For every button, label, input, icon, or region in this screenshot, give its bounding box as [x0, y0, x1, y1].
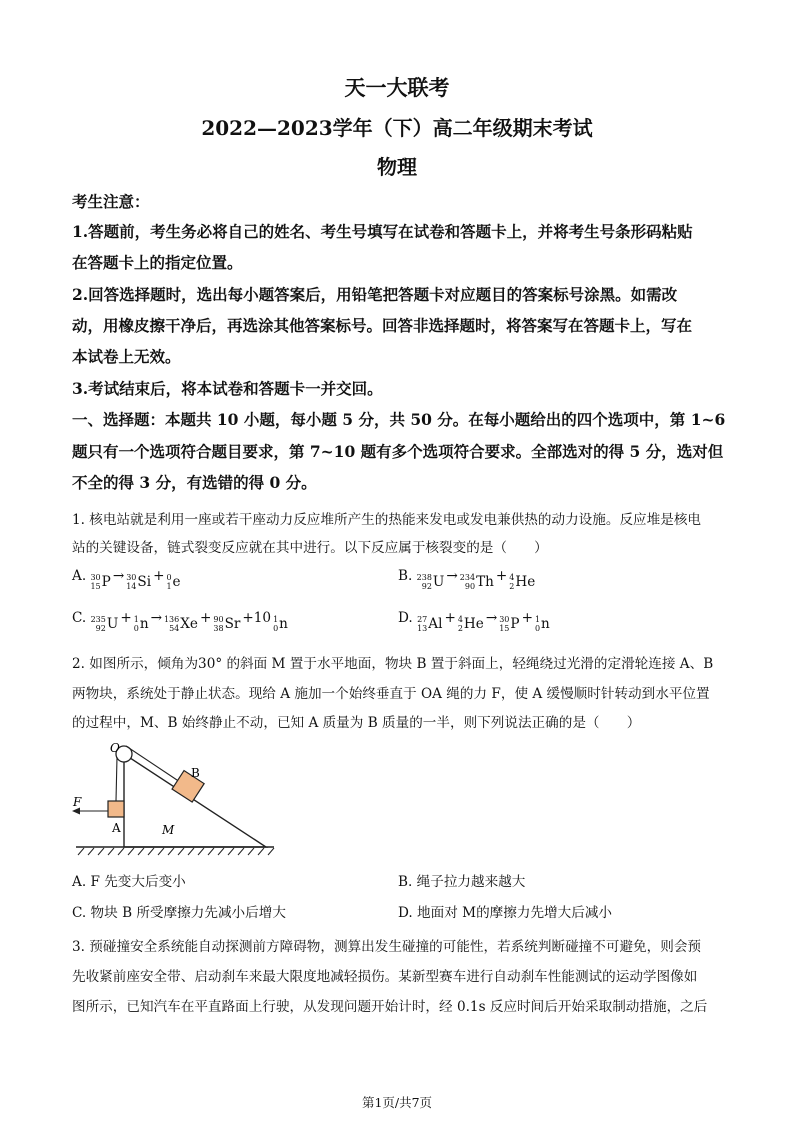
equation [90, 568, 180, 591]
nuclide [166, 573, 180, 591]
q2-option-b: B. 绳子拉力越来越大 [398, 874, 526, 890]
section-instruction: 一、选择题：本题共 10 小题，每小题 5 分，共 50 分。在每小题给出的四个选项中，第 1~6 [72, 410, 726, 429]
q2-option-c: C. 物块 B 所受摩擦力先减小后增大 [72, 905, 286, 921]
element-symbol: n [139, 616, 149, 632]
ground-hatching [78, 848, 274, 855]
operator: + [444, 610, 456, 626]
question-3-text: 3. 预碰撞安全系统能自动探测前方障碍物，测算出发生碰撞的可能性，若系统判断碰撞不可避免，则会预 [72, 939, 702, 955]
element-symbol: U [432, 574, 445, 590]
element-symbol: Xe [180, 616, 198, 632]
nuclide [164, 615, 198, 633]
atomic-number: 92 [95, 624, 106, 633]
org-title: 天一大联考 [344, 75, 450, 100]
mass-number: 90 [213, 615, 224, 624]
atomic-number: 13 [417, 624, 428, 633]
mass-number: 0 [166, 573, 172, 582]
element-symbol: He [463, 616, 484, 632]
mass-number: 235 [90, 615, 106, 624]
nuclide [213, 615, 240, 633]
element-symbol: n [541, 616, 550, 632]
atomic-number: 15 [90, 582, 101, 591]
nuclide [535, 615, 550, 633]
question-2-text: 两物块，系统处于静止状态。现给 A 施加一个始终垂直于 OA 绳的力 F，使 A 缓慢顺时针转动到水平位置 [72, 686, 710, 702]
operator: + [495, 568, 508, 584]
element-symbol: n [279, 616, 288, 632]
mass-number: 136 [163, 615, 180, 624]
label-f: F [73, 795, 82, 809]
page-footer: 第1页/共7页 [361, 1095, 433, 1110]
nuclide [126, 573, 151, 591]
exam-title: 2022—2023学年（下）高二年级期末考试 [201, 116, 593, 140]
atomic-number: 1 [166, 582, 172, 591]
reaction-arrow: → [112, 568, 125, 584]
nuclide [460, 573, 494, 591]
atomic-number: 15 [499, 624, 510, 633]
nuclide [91, 615, 119, 633]
atomic-number: 92 [421, 582, 432, 591]
q2-option-d: D. 地面对 M的摩擦力先增大后减小 [398, 905, 613, 921]
element-symbol: P [101, 574, 111, 590]
atomic-number: 14 [126, 582, 137, 591]
rope-oa [116, 757, 117, 801]
reaction-arrow: → [446, 568, 458, 584]
block-a [108, 801, 124, 817]
element-symbol: Si [137, 574, 152, 590]
mass-number: 30 [90, 573, 101, 582]
atomic-number: 38 [213, 624, 224, 633]
question-1-text: 1. 核电站就是利用一座或若干座动力反应堆所产生的热能来发电或发电兼供热的动力设施。反应堆是核电 [72, 512, 702, 528]
element-symbol: U [106, 616, 119, 632]
mass-number: 30 [126, 573, 137, 582]
option-label: A. [72, 568, 87, 584]
mass-number: 1 [273, 615, 279, 624]
q2-option-a: A. F 先变大后变小 [72, 874, 186, 890]
rope-ob [126, 746, 183, 784]
q1-option-c [72, 610, 288, 633]
q1-option-a [72, 568, 181, 591]
question-3-text: 先收紧前座安全带、启动刹车来最大限度地减轻损伤。某新型赛车进行自动刹车性能测试的运动学图像如 [72, 969, 698, 985]
mass-number: 4 [509, 573, 515, 582]
notice-line: 动，用橡皮擦干净后，再选涂其他答案标号。回答非选择题时，将答案写在答题卡上，写在 [72, 316, 693, 335]
element-symbol: P [510, 616, 520, 632]
operator: + [120, 610, 132, 626]
atomic-number: 2 [457, 624, 463, 633]
question-2-text: 2. 如图所示，倾角为30° 的斜面 M 置于水平地面，物块 B 置于斜面上，轻绳绕过光滑的定滑轮连接 A、B [72, 656, 714, 672]
reaction-arrow: → [150, 610, 162, 626]
operator: + [521, 610, 533, 626]
reaction-arrow: → [485, 610, 498, 626]
nuclide [90, 573, 110, 591]
notice-line: 2.回答选择题时，选出每小题答案后，用铅笔把答题卡对应题目的答案标号涂黑。如需改 [72, 285, 678, 304]
label-a: A [112, 821, 121, 835]
atomic-number: 0 [273, 624, 279, 633]
operator: +10 [242, 610, 272, 626]
equation [417, 568, 536, 591]
equation [91, 610, 288, 633]
nuclide [499, 615, 519, 633]
option-label: D. [398, 610, 413, 626]
nuclide [134, 615, 149, 633]
mass-number: 238 [416, 573, 432, 582]
mass-number: 1 [133, 615, 139, 624]
mass-number: 234 [459, 573, 476, 582]
element-symbol: Th [476, 574, 494, 590]
label-o: O [110, 741, 120, 755]
option-label: B. [398, 568, 413, 584]
notice-line: 在答题卡上的指定位置。 [72, 253, 243, 272]
label-m: M [162, 823, 175, 837]
section-instruction: 不全的得 3 分，有选错的得 0 分。 [72, 473, 317, 492]
nuclide [509, 573, 535, 591]
notice-line: 3.考试结束后，将本试卷和答题卡一并交回。 [72, 379, 383, 398]
mass-number: 27 [417, 615, 428, 624]
equation [417, 610, 550, 633]
mass-number: 30 [499, 615, 510, 624]
nuclide [458, 615, 484, 633]
option-label: C. [72, 610, 87, 626]
q1-option-b [398, 568, 535, 591]
section-instruction: 题只有一个选项符合题目要求，第 7~10 题有多个选项符合要求。全部选对的得 5 分，选对但 [72, 442, 724, 461]
element-symbol: He [515, 574, 536, 590]
incline-pulley-figure [70, 740, 280, 862]
atomic-number: 0 [534, 624, 541, 633]
element-symbol: Al [428, 616, 443, 632]
atomic-number: 90 [464, 582, 476, 591]
nuclide [273, 615, 288, 633]
element-symbol: Sr [224, 616, 241, 632]
question-1-text: 站的关键设备，链式裂变反应就在其中进行。以下反应属于核裂变的是（ ） [72, 540, 548, 556]
question-3-text: 图所示，已知汽车在平直路面上行驶，从发现问题开始计时，经 0.1s 反应时间后开始采取制动措施，之后 [72, 999, 708, 1015]
operator: + [199, 610, 212, 626]
mass-number: 1 [534, 615, 541, 624]
nuclide [417, 573, 445, 591]
q1-option-d [398, 610, 550, 633]
element-symbol: e [172, 574, 181, 590]
operator: + [153, 568, 165, 584]
question-2-text: 的过程中，M、B 始终静止不动，已知 A 质量为 B 质量的一半，则下列说法正确的是（ ） [72, 715, 641, 731]
nuclide [417, 615, 442, 633]
notice-line: 1.答题前，考生务必将自己的姓名、考生号填写在试卷和答题卡上，并将考生号条形码粘贴 [72, 222, 693, 241]
atomic-number: 2 [509, 582, 515, 591]
label-b: B [191, 766, 200, 780]
subject-title: 物理 [377, 155, 417, 179]
atomic-number: 0 [133, 624, 139, 633]
mass-number: 4 [457, 615, 463, 624]
notice-line: 本试卷上无效。 [72, 347, 181, 366]
notice-heading: 考生注意： [72, 192, 150, 211]
atomic-number: 54 [169, 624, 180, 633]
